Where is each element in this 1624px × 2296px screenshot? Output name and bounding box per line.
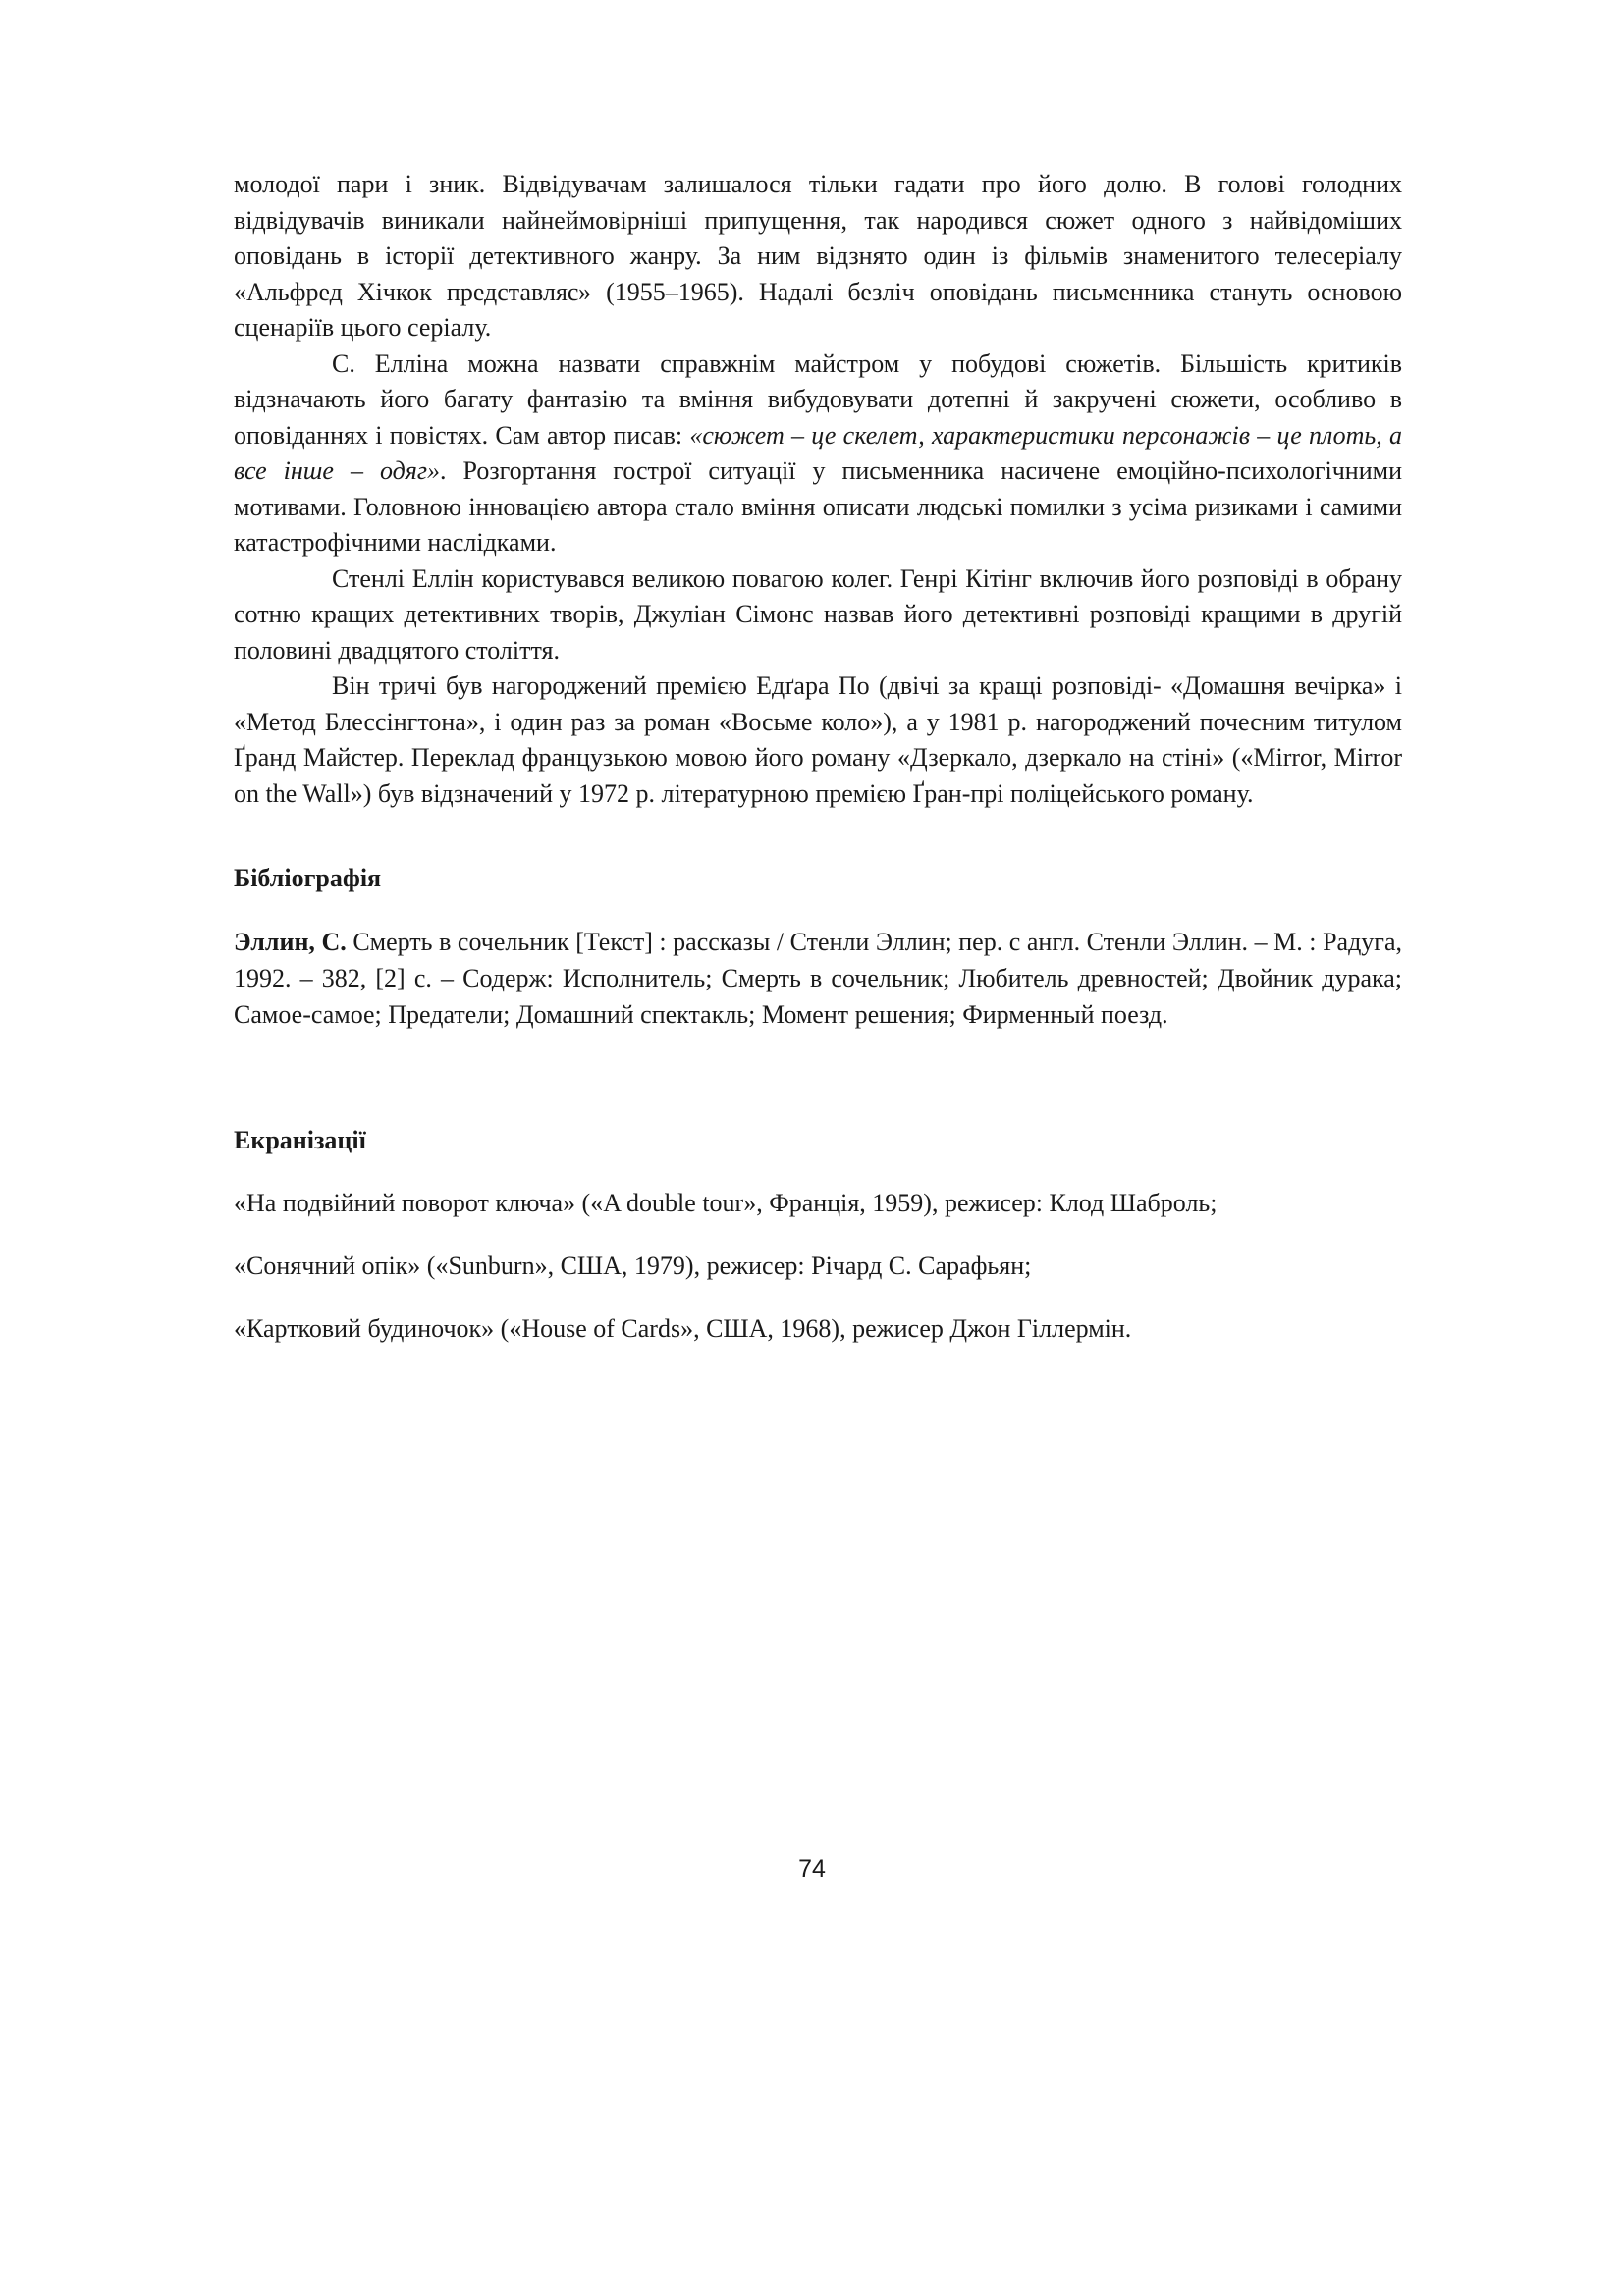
paragraph-4: Він тричі був нагороджений премією Едґара По (двічі за кращі розповіді- «Домашня вечірка» і «Метод Блессінгтона», і один раз за роман «Восьме коло»), а у 1981 р. нагороджений почесним титулом Ґранд Майстер. Переклад французькою мовою його роману «Дзеркало, дзеркало на стіні» («Mirror, Mirror on the Wall») був відзначений у 1972 р. літературною премією Ґран-прі поліцейського роману. [234, 671, 1402, 808]
bibliography-details: Смерть в сочельник [Текст] : рассказы / Стенли Эллин; пер. с англ. Стенли Эллин. – М. : Радуга, 1992. – 382, [2] с. – Содерж: Исполнитель; Смерть в сочельник; Любитель древностей; Двойник дурака; Самое-самое; Предатели; Домашний спектакль; Момент решения; Фирменный поезд. [234, 928, 1403, 1029]
paragraph-2-end: . Розгортання гострої ситуації у письменника насичене емоційно-психологічними мотивами. Головною інновацією автора стало вміння описати людські помилки з усіма ризиками і самими катастрофічними наслідками. [234, 456, 1402, 557]
page-number: 74 [798, 1855, 826, 1883]
paragraph-1: молодої пари і зник. Відвідувачам залишалося тільки гадати про його долю. В голові голодних відвідувачів виникали найнеймовірніші припущення, так народився сюжет одного з найвідоміших оповідань в історії детективного жанру. За ним відзнято один із фільмів знаменитого телесеріалу «Альфред Хічкок представляє» (1955–1965). Надалі безліч оповідань письменника стануть основою сценаріїв цього серіалу. [234, 170, 1402, 342]
screenings-heading: Екранізації [234, 1126, 366, 1154]
paragraph-2-start: С. Елліна можна назвати справжнім майстром у побудові сюжетів. Більшість критиків відзначають його багату фантазію та вміння вибудовувати дотепні й закручені сюжети, особливо в оповіданнях і повістях. Сам автор писав: [234, 348, 1402, 450]
bibliography-author: Эллин, С. [234, 928, 347, 956]
screening-item: «Сонячний опік» («Sunburn», США, 1979), режисер: Річард С. Сарафьян; [234, 1252, 1032, 1280]
screening-item: «На подвійний поворот ключа» («A double tour», Франція, 1959), режисер: Клод Шаброль; [234, 1189, 1218, 1217]
bibliography-entry [234, 924, 1402, 1033]
paragraph-3: Стенлі Еллін користувався великою повагою колег. Генрі Кітінг включив його розповіді в обрану сотню кращих детективних творів, Джуліан Сімонс назвав його детективні розповіді кращими в другій половині двадцятого століття. [234, 563, 1402, 665]
paragraph-2 [234, 347, 1402, 561]
document-page [234, 167, 1402, 1347]
bibliography-heading: Бібліографія [234, 864, 382, 892]
author-quote: «сюжет – це скелет, характеристики персонажів – це плоть, а все інше – одяг» [234, 420, 1402, 485]
screening-item: «Картковий будиночок» («House of Cards», США, 1968), режисер Джон Гіллермін. [234, 1314, 1132, 1343]
